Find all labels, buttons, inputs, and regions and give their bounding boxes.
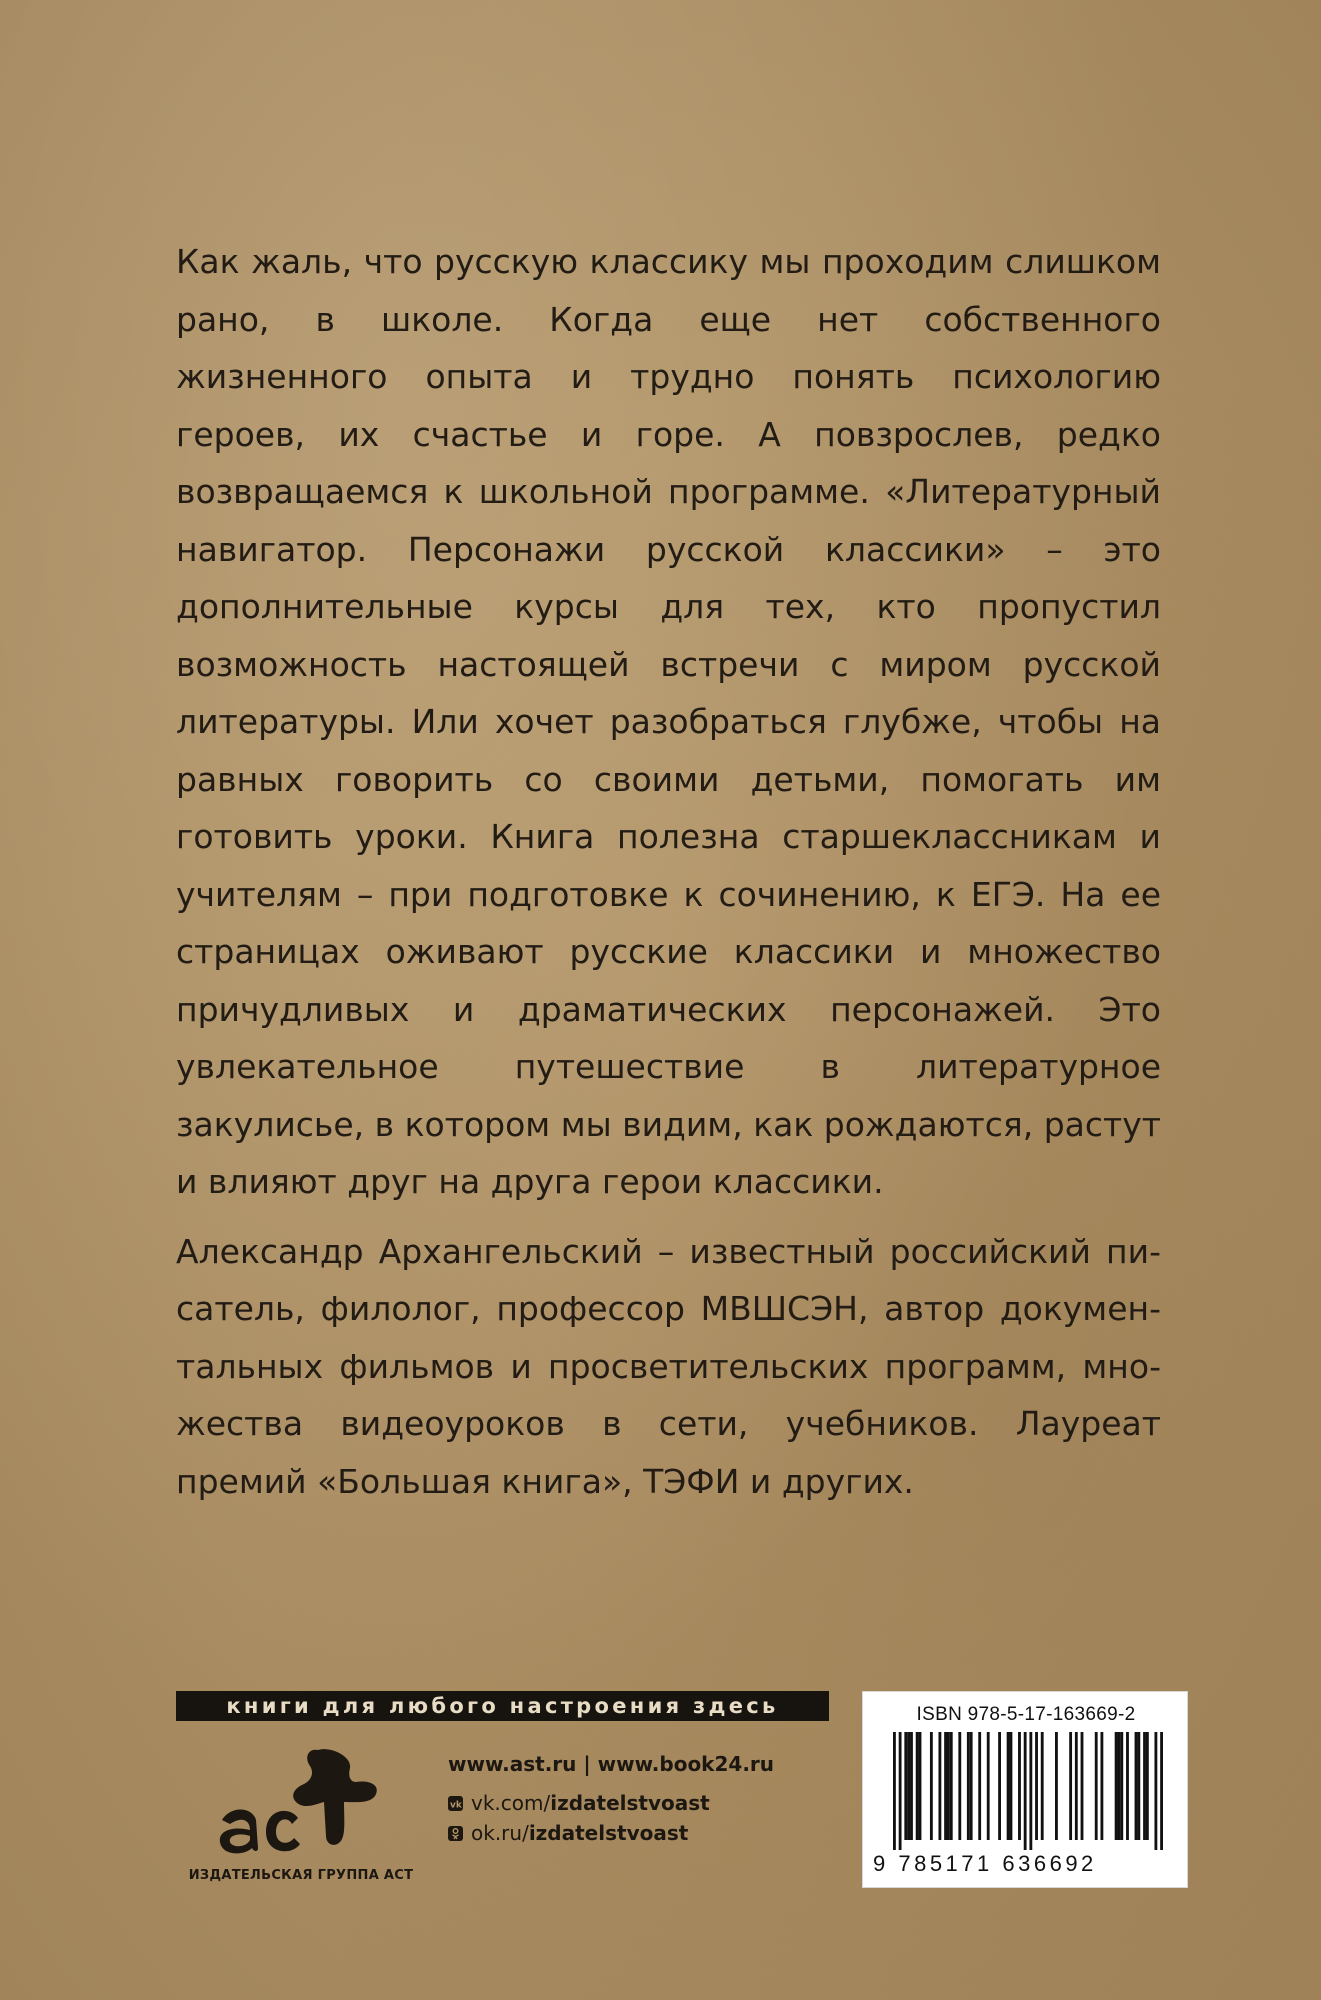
annotation-paragraph: Как жаль, что русскую классику мы проходим слишком рано, в школе. Когда еще нет собственного жизненного опыта и трудно понять психологию героев, их счастье и горе. А повзрослев, редко возвращаемся к школьной программе. «Литературный навигатор. Персонажи русской классики» – это дополнительные курсы для тех, кто пропустил возможность настоящей встречи с миром русской литературы. Или хочет разобраться глубже, чтобы на равных говорить со своими детьми, помогать им готовить уроки. Книга полезна старшеклассникам и учителям – при подготовке к сочинению, к ЕГЭ. На ее страницах оживают русские классики и множество причудливых и драматических персонажей. Это увлекательное путешествие в литературное закулисье, в котором мы видим, как рождаются, растут и влияют друг на друга герои классики.	[176, 242, 1161, 1201]
slogan-bar: книги для любого настроения здесь	[176, 1691, 829, 1721]
barcode-bar	[1160, 1732, 1163, 1850]
barcode-bar	[916, 1732, 919, 1840]
barcode-bar	[1135, 1732, 1138, 1840]
barcode-bar	[1035, 1732, 1038, 1840]
ast-logo-text: аст	[200, 1740, 202, 1741]
vk-link[interactable]	[448, 1788, 774, 1818]
barcode-bar	[1018, 1732, 1021, 1840]
barcode-bar	[950, 1732, 953, 1840]
ok-link-name: izdatelstvoast	[528, 1821, 689, 1845]
barcode-bar	[1154, 1732, 1157, 1850]
barcode-bar	[1029, 1732, 1032, 1850]
barcode-bar	[998, 1732, 1001, 1840]
isbn-barcode-box	[862, 1691, 1188, 1888]
barcode-bar	[938, 1732, 941, 1840]
barcode-bar	[1118, 1732, 1121, 1840]
barcode-bar	[1069, 1732, 1072, 1840]
odnoklassniki-icon	[448, 1826, 463, 1841]
barcode-bar	[1120, 1732, 1123, 1840]
barcode-bar	[899, 1732, 902, 1850]
vk-link-name: izdatelstvoast	[550, 1791, 710, 1815]
publisher-caption: ИЗДАТЕЛЬСКАЯ ГРУППА АСТ	[188, 1868, 414, 1883]
ok-link-prefix: ok.ru/	[471, 1821, 529, 1845]
barcode-bar	[1007, 1732, 1010, 1840]
barcode-bar	[930, 1732, 933, 1840]
ast-logo-icon	[200, 1740, 400, 1870]
barcode-bar	[907, 1732, 910, 1840]
barcode-digits: 9 785171 636692	[873, 1851, 1097, 1876]
barcode-bar	[1115, 1732, 1118, 1840]
barcode-bar	[904, 1732, 907, 1840]
author-bio-paragraph: Александр Архангельский – известный российский писатель, филолог, профессор МВШСЭН, автор документальных фильмов и просветительских программ, множества видеоуроков в сети, учебников. Лауреат премий «Большая книга», ТЭФИ и других.	[176, 1231, 1161, 1501]
barcode-bar	[1075, 1732, 1078, 1840]
barcode-bar	[1143, 1732, 1146, 1840]
vk-icon	[448, 1796, 463, 1811]
barcode-bar	[910, 1732, 913, 1840]
barcode-bar	[1081, 1732, 1084, 1840]
barcode-bar	[978, 1732, 981, 1840]
barcode-bar	[1055, 1732, 1058, 1840]
barcode-bar	[1126, 1732, 1129, 1840]
barcode-bar	[1010, 1732, 1013, 1840]
barcode-bar	[970, 1732, 973, 1840]
book-annotation	[176, 233, 1161, 1510]
barcode-bar	[893, 1732, 896, 1850]
barcode-bar	[1137, 1732, 1140, 1840]
svg-text:vk: vk	[450, 1800, 462, 1810]
barcode-bar	[919, 1732, 922, 1840]
barcode-bar	[1041, 1732, 1044, 1840]
ok-link[interactable]	[448, 1818, 774, 1848]
barcode-bar	[987, 1732, 990, 1840]
barcode-bar	[1100, 1732, 1103, 1840]
barcode-bar	[1095, 1732, 1098, 1840]
publisher-links	[448, 1752, 774, 1848]
barcode-bar	[967, 1732, 970, 1840]
vk-link-prefix: vk.com/	[471, 1791, 551, 1815]
barcode-bar	[1024, 1732, 1027, 1850]
barcode-bar	[958, 1732, 961, 1840]
barcode-bar	[944, 1732, 947, 1840]
barcode-icon	[893, 1732, 1163, 1850]
website-links[interactable]: www.ast.ru | www.book24.ru	[448, 1752, 775, 1776]
isbn-label: ISBN 978-5-17-163669-2	[916, 1704, 1136, 1725]
barcode-bar	[947, 1732, 950, 1840]
barcode-bar	[1146, 1732, 1149, 1840]
